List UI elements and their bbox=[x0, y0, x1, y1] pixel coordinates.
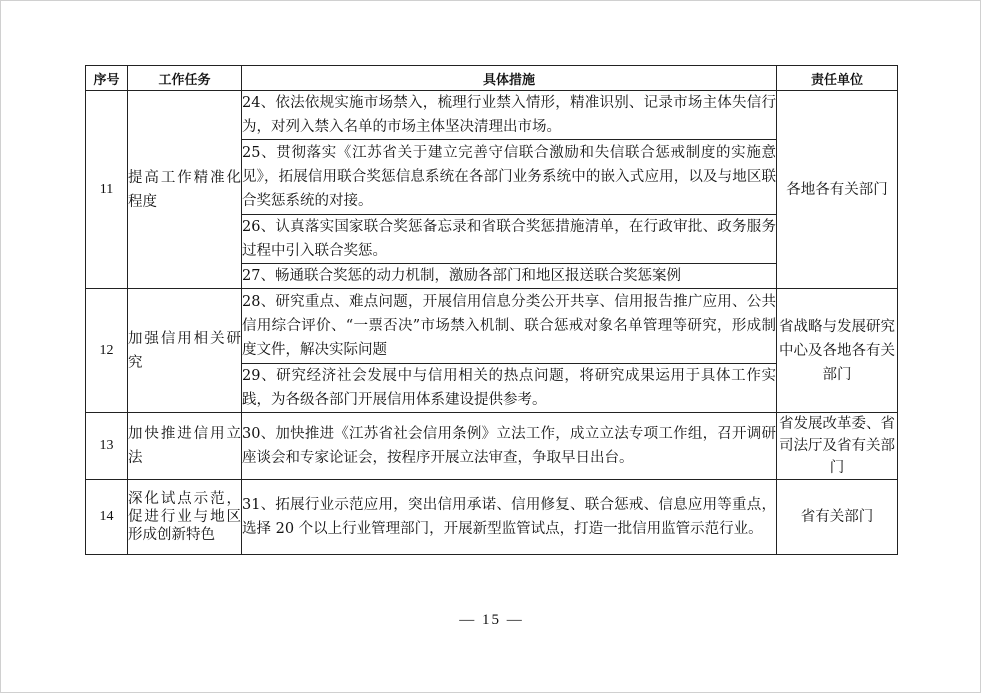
measure-cell: 30、加快推进《江苏省社会信用条例》立法工作，成立立法专项工作组，召开调研座谈会和专家论证会，按程序开展立法审查，争取早日出台。 bbox=[242, 413, 777, 480]
table-header-row bbox=[86, 66, 898, 91]
unit-cell: 省有关部门 bbox=[777, 480, 898, 555]
measure-cell: 27、畅通联合奖惩的动力机制，激励各部门和地区报送联合奖惩案例 bbox=[242, 264, 777, 289]
unit-cell: 省战略与发展研究中心及各地各有关部门 bbox=[777, 289, 898, 413]
header-seq: 序号 bbox=[86, 66, 128, 91]
table-row bbox=[86, 480, 898, 555]
header-task: 工作任务 bbox=[128, 66, 242, 91]
measure-cell: 26、认真落实国家联合奖惩备忘录和省联合奖惩措施清单，在行政审批、政务服务过程中引入联合奖惩。 bbox=[242, 215, 777, 264]
task-cell: 深化试点示范，促进行业与地区形成创新特色 bbox=[128, 480, 242, 555]
measure-cell: 28、研究重点、难点问题，开展信用信息分类公开共享、信用报告推广应用、公共信用综合评价、“一票否决”市场禁入机制、联合惩戒对象名单管理等研究，形成制度文件，解决实际问题 bbox=[242, 289, 777, 364]
page-number: — 15 — bbox=[459, 612, 524, 628]
header-measure: 具体措施 bbox=[242, 66, 777, 91]
measure-cell: 31、拓展行业示范应用，突出信用承诺、信用修复、联合惩戒、信息应用等重点，选择 20 个以上行业管理部门，开展新型监管试点，打造一批信用监管示范行业。 bbox=[242, 480, 777, 555]
seq-cell: 14 bbox=[86, 480, 128, 555]
work-plan-table bbox=[85, 65, 898, 555]
seq-cell: 13 bbox=[86, 413, 128, 480]
table-row bbox=[86, 289, 898, 364]
task-cell: 加强信用相关研究 bbox=[128, 289, 242, 413]
task-cell: 加快推进信用立法 bbox=[128, 413, 242, 480]
seq-cell: 11 bbox=[86, 91, 128, 289]
table-row bbox=[86, 413, 898, 480]
measure-cell: 29、研究经济社会发展中与信用相关的热点问题，将研究成果运用于具体工作实践，为各级各部门开展信用体系建设提供参考。 bbox=[242, 364, 777, 413]
unit-cell: 各地各有关部门 bbox=[777, 91, 898, 289]
seq-cell: 12 bbox=[86, 289, 128, 413]
task-cell: 提高工作精准化程度 bbox=[128, 91, 242, 289]
measure-cell: 25、贯彻落实《江苏省关于建立完善守信联合激励和失信联合惩戒制度的实施意见》，拓展信用联合奖惩信息系统在各部门业务系统中的嵌入式应用，以及与地区联合奖惩系统的对接。 bbox=[242, 140, 777, 215]
unit-cell: 省发展改革委、省司法厅及省有关部门 bbox=[777, 413, 898, 480]
table-row bbox=[86, 91, 898, 140]
header-unit: 责任单位 bbox=[777, 66, 898, 91]
measure-cell: 24、依法依规实施市场禁入，梳理行业禁入情形，精准识别、记录市场主体失信行为，对列入禁入名单的市场主体坚决清理出市场。 bbox=[242, 91, 777, 140]
